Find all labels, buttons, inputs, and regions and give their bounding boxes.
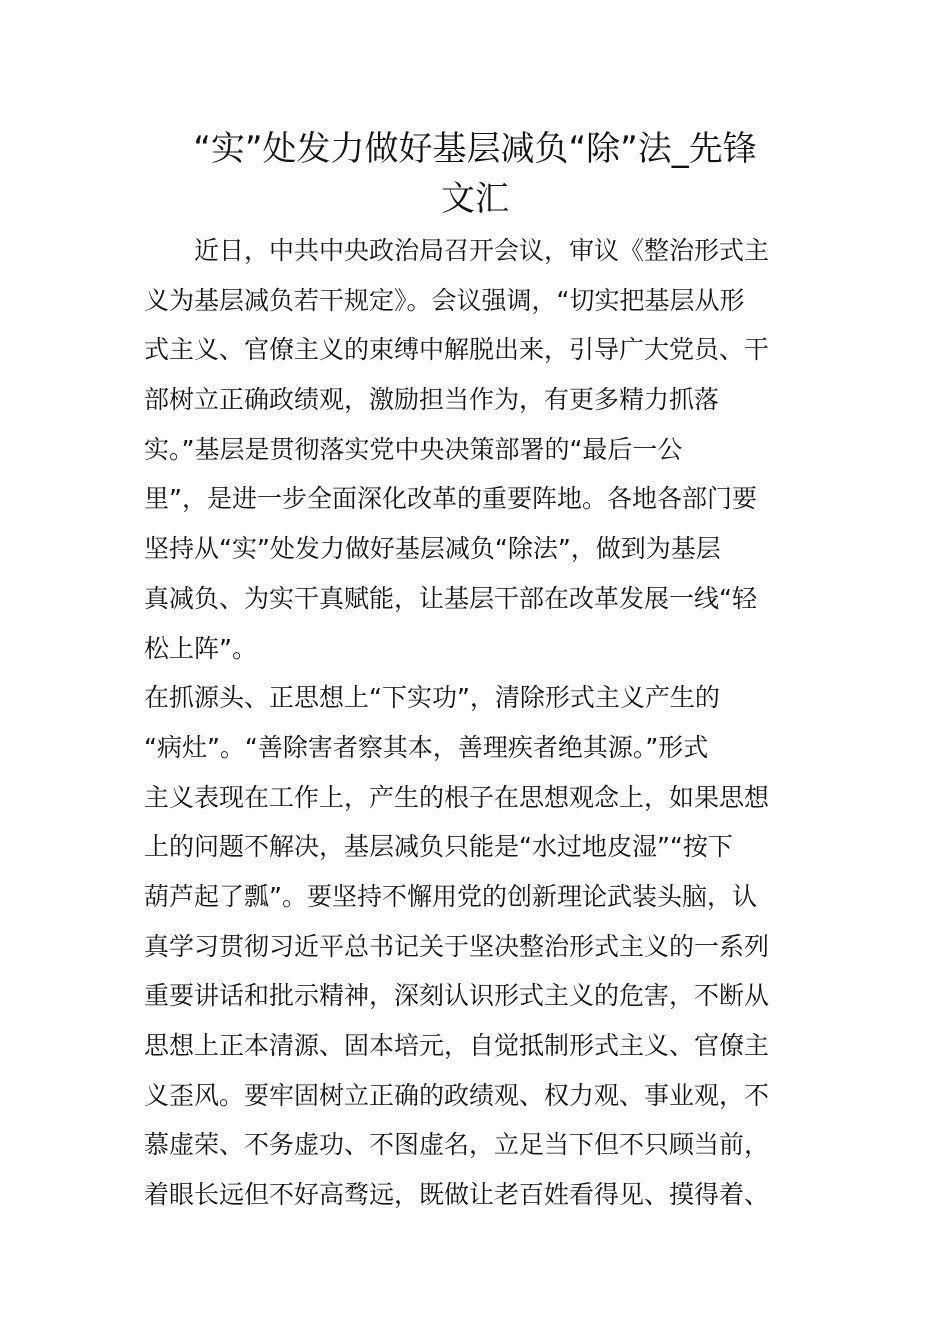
text-line: 在抓源头、正思想上“下实功”，清除形式主义产生的	[144, 683, 720, 713]
text-line: 部树立正确政绩观，激励担当作为，有更多精力抓落	[144, 385, 720, 415]
text-line: 近日，中共中央政治局召开会议，审议《整治形式主	[144, 236, 770, 265]
paragraph	[144, 673, 814, 1220]
text-line: 主义表现在工作上，产生的根子在思想观念上，如果思想	[144, 782, 770, 812]
text-line: 上的问题不解决，基层减负只能是“水过地皮湿”“按下	[144, 832, 733, 862]
document-title	[140, 124, 810, 224]
paragraph	[144, 226, 814, 673]
text-line: 思想上正本清源、固本培元，自觉抵制形式主义、官僚主	[144, 1031, 770, 1060]
text-line: “病灶”。“善除害者察其本，善理疾者绝其源。”形式	[144, 732, 709, 762]
text-line: 义为基层减负若干规定》。会议强调，“切实把基层从形	[144, 285, 745, 315]
document-body	[144, 226, 814, 1220]
title-line: “实”处发力做好基层减负“除”法_先锋	[193, 129, 757, 169]
text-line: 葫芦起了瓢”。要坚持不懈用党的创新理论武装头脑，认	[144, 881, 757, 911]
text-line: 实。”基层是贯彻落实党中央决策部署的“最后一公	[144, 434, 683, 464]
text-line: 里”，是进一步全面深化改革的重要阵地。各地各部门要	[144, 484, 757, 514]
text-line: 着眼长远但不好高骛远，既做让老百姓看得见、摸得着、	[144, 1180, 770, 1210]
title-line: 文汇	[441, 179, 509, 219]
text-line: 真学习贯彻习近平总书记关于坚决整治形式主义的一系列	[144, 931, 770, 961]
text-line: 重要讲话和批示精神，深刻认识形式主义的危害，不断从	[144, 981, 770, 1011]
text-line: 坚持从“实”处发力做好基层减负“除法”，做到为基层	[144, 534, 721, 564]
text-line: 真减负、为实干真赋能，让基层干部在改革发展一线“轻	[144, 583, 757, 613]
text-line: 义歪风。要牢固树立正确的政绩观、权力观、事业观，不	[144, 1080, 770, 1110]
text-line: 式主义、官僚主义的束缚中解脱出来，引导广大党员、干	[144, 335, 770, 365]
text-line: 慕虚荣、不务虚功、不图虚名，立足当下但不只顾当前，	[144, 1130, 770, 1160]
text-line: 松上阵”。	[144, 633, 257, 663]
